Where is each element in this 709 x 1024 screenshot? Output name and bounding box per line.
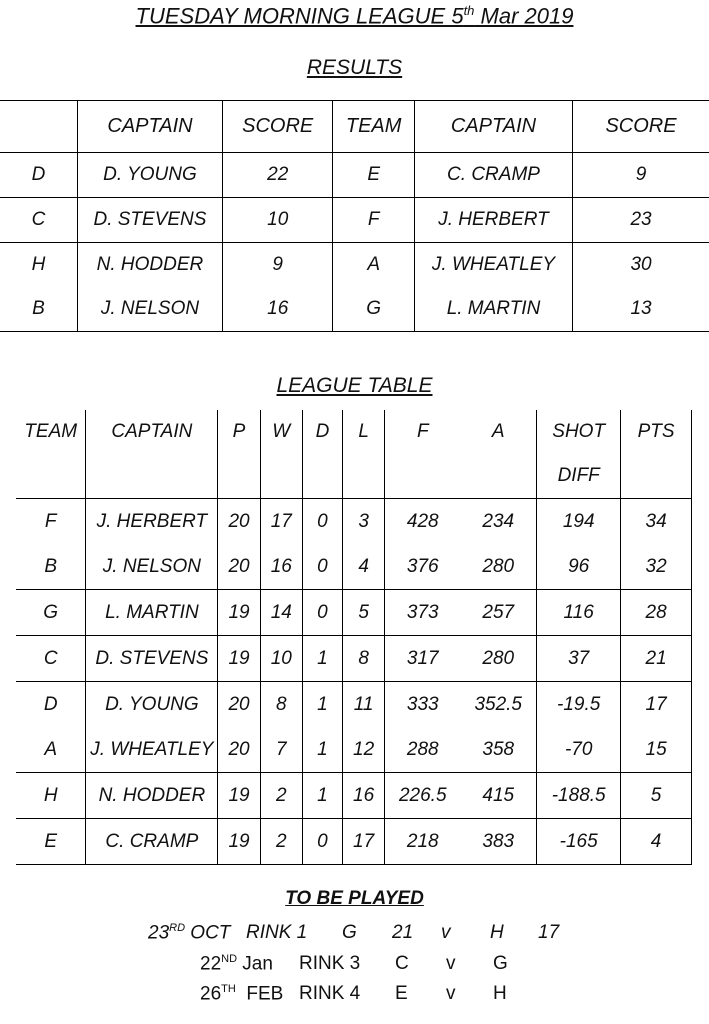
league-row-cell: 20 xyxy=(218,727,260,773)
league-row xyxy=(16,682,692,728)
league-row xyxy=(16,636,692,682)
league-row-cell: 376 xyxy=(385,544,461,590)
fixture-day-suffix: ND xyxy=(221,953,238,965)
league-row-cell: 28 xyxy=(621,590,692,636)
league-row-cell: D. STEVENS xyxy=(86,636,218,682)
fixture-away-score: 17 xyxy=(538,922,560,943)
league-row-cell: 257 xyxy=(460,590,536,636)
league-row-cell: 0 xyxy=(302,499,342,545)
fixture-date xyxy=(148,922,230,944)
league-row-cell: 12 xyxy=(342,727,384,773)
league-row-cell: J. NELSON xyxy=(86,544,218,590)
league-header-row-cell xyxy=(86,454,218,499)
league-row-cell: 5 xyxy=(621,773,692,819)
league-header-row-cell xyxy=(218,454,260,499)
fixture-month: OCT xyxy=(185,922,231,944)
league-row-cell: 352.5 xyxy=(474,693,522,715)
league-table-heading: LEAGUE TABLE xyxy=(276,374,433,397)
league-row-cell: 19 xyxy=(218,819,260,865)
results-cell: H xyxy=(31,254,46,275)
league-row-cell: 17 xyxy=(342,819,384,865)
fixture-versus: v xyxy=(446,953,456,974)
league-row-cell: C xyxy=(16,636,86,682)
league-row-cell: 0 xyxy=(302,544,342,590)
league-row-cell: 37 xyxy=(537,636,621,682)
fixture-row xyxy=(0,953,709,979)
league-row-cell: 1 xyxy=(302,682,342,728)
league-header-row xyxy=(16,454,692,499)
results-cell: 22 xyxy=(223,153,333,198)
league-row-cell: 11 xyxy=(342,682,384,728)
results-cell: A xyxy=(333,243,415,288)
results-cell: 16 xyxy=(223,287,333,332)
fixture-home-team: E xyxy=(395,983,408,1004)
fixture-day: 26 xyxy=(200,983,222,1005)
league-row-cell: 8 xyxy=(342,636,384,682)
league-header-row-cell: P xyxy=(218,410,260,454)
results-header-cell xyxy=(0,101,77,153)
fixture-rink: RINK 4 xyxy=(299,983,361,1004)
results-row xyxy=(0,153,709,198)
to-be-played-heading: TO BE PLAYED xyxy=(285,888,424,909)
results-cell: E xyxy=(333,153,415,198)
league-row-cell: 1 xyxy=(302,636,342,682)
results-table xyxy=(0,100,709,332)
league-row-cell: 218 xyxy=(385,819,461,865)
league-header-row-cell: L xyxy=(342,410,384,454)
results-header-row xyxy=(0,101,709,153)
results-header-cell: SCORE xyxy=(223,101,333,153)
fixture-day: 23 xyxy=(148,922,170,944)
league-header-row-cell: D xyxy=(302,410,342,454)
league-header-row-cell: DIFF xyxy=(537,454,621,499)
league-row-cell: 20 xyxy=(218,499,260,545)
league-row-cell: 333 xyxy=(385,682,461,728)
league-row-cell: 288 xyxy=(385,727,461,773)
league-row-cell: B xyxy=(16,544,86,590)
league-row-cell: 16 xyxy=(342,773,384,819)
league-row-cell: 96 xyxy=(537,544,621,590)
league-row-cell: 280 xyxy=(460,544,536,590)
league-row xyxy=(16,773,692,819)
league-row-cell: -19.5 xyxy=(537,682,621,728)
league-header-row-cell xyxy=(302,454,342,499)
fixture-away-team: H xyxy=(490,922,504,943)
league-row-cell: 317 xyxy=(385,636,461,682)
results-cell: D. STEVENS xyxy=(77,198,222,243)
league-table xyxy=(16,410,692,865)
league-row-cell: 415 xyxy=(460,773,536,819)
league-row-cell: 3 xyxy=(342,499,384,545)
league-row-cell: 0 xyxy=(302,819,342,865)
fixture-home-score: 21 xyxy=(392,922,414,943)
results-cell: D xyxy=(0,153,77,198)
league-header-row-cell: SHOT xyxy=(537,410,621,454)
league-row-cell: 226.5 xyxy=(385,773,461,819)
league-row-cell: N. HODDER xyxy=(86,773,218,819)
fixture-row xyxy=(0,983,709,1009)
fixture-versus: v xyxy=(446,983,456,1004)
fixture-date xyxy=(200,983,283,1005)
league-row-cell: 358 xyxy=(460,727,536,773)
league-header-row-cell: W xyxy=(260,410,302,454)
league-row xyxy=(16,727,692,773)
page-title: TUESDAY MORNING LEAGUE 5th Mar 2019 xyxy=(135,3,574,29)
fixture-away-team: H xyxy=(493,983,507,1004)
league-row-cell: 20 xyxy=(218,544,260,590)
league-row-cell: D. YOUNG xyxy=(86,682,218,728)
fixture-day-suffix: RD xyxy=(169,922,186,934)
fixture-row xyxy=(0,922,709,948)
fixture-month: FEB xyxy=(235,983,284,1005)
results-cell: C xyxy=(0,198,77,243)
results-cell: 23 xyxy=(573,198,709,243)
league-header-row-cell xyxy=(16,454,86,499)
league-header-row-cell: TEAM xyxy=(24,421,78,442)
league-row-cell: 19 xyxy=(218,590,260,636)
league-row-cell: -165 xyxy=(537,819,621,865)
results-row xyxy=(0,198,709,243)
league-row-cell: 116 xyxy=(537,590,621,636)
league-row-cell: 0 xyxy=(302,590,342,636)
league-row-cell: 4 xyxy=(342,544,384,590)
league-row-cell: 20 xyxy=(218,682,260,728)
league-header-row-cell xyxy=(385,454,461,499)
fixture-versus: v xyxy=(441,922,451,943)
league-row xyxy=(16,819,692,865)
league-row-cell: J. HERBERT xyxy=(86,499,218,545)
league-row-cell: 16 xyxy=(260,544,302,590)
results-row xyxy=(0,243,709,288)
results-cell: 9 xyxy=(223,243,333,288)
league-row-cell: 280 xyxy=(460,636,536,682)
fixture-home-team: C xyxy=(395,953,409,974)
results-cell: N. HODDER xyxy=(77,243,222,288)
results-cell: D. YOUNG xyxy=(77,153,222,198)
results-heading: RESULTS xyxy=(306,56,403,79)
league-row-cell: 10 xyxy=(260,636,302,682)
fixture-home-team: G xyxy=(342,922,357,943)
league-row xyxy=(16,590,692,636)
league-row-cell: C. CRAMP xyxy=(86,819,218,865)
fixture-day-suffix: TH xyxy=(221,983,236,995)
league-row-cell: 2 xyxy=(260,773,302,819)
league-row-cell: 19 xyxy=(218,773,260,819)
league-row-cell: 8 xyxy=(260,682,302,728)
league-row-cell: 4 xyxy=(621,819,692,865)
results-row xyxy=(0,287,709,332)
league-row-cell: 234 xyxy=(482,510,515,532)
results-cell: F xyxy=(333,198,415,243)
league-row-cell: 2 xyxy=(260,819,302,865)
results-cell: J. HERBERT xyxy=(414,198,572,243)
league-row-cell: 7 xyxy=(260,727,302,773)
league-row-cell: 194 xyxy=(537,499,621,545)
results-header-cell: CAPTAIN xyxy=(414,101,572,153)
league-header-row-cell: PTS xyxy=(621,410,692,454)
league-row xyxy=(16,499,692,545)
league-header-row-cell: CAPTAIN xyxy=(86,410,218,454)
league-row-cell: 17 xyxy=(621,682,692,728)
league-row-cell: 383 xyxy=(460,819,536,865)
league-row-cell: 1 xyxy=(302,773,342,819)
results-header-cell: TEAM xyxy=(333,101,415,153)
results-cell: J. NELSON xyxy=(77,287,222,332)
league-row-cell: F xyxy=(44,510,57,532)
league-header-row-cell xyxy=(460,454,536,499)
league-header-row-cell: F xyxy=(385,410,461,454)
league-row-cell: 1 xyxy=(302,727,342,773)
league-header-row-cell xyxy=(621,454,692,499)
results-cell: G xyxy=(333,287,415,332)
league-row-cell: -188.5 xyxy=(537,773,621,819)
results-cell: 13 xyxy=(573,287,709,332)
league-row-cell: 428 xyxy=(385,499,461,545)
results-cell: 30 xyxy=(573,243,709,288)
league-row-cell: 5 xyxy=(342,590,384,636)
league-row-cell: 34 xyxy=(621,499,692,545)
league-header-row-cell xyxy=(260,454,302,499)
league-row-cell: 32 xyxy=(621,544,692,590)
league-row-cell: A xyxy=(16,727,86,773)
results-cell: 9 xyxy=(573,153,709,198)
fixture-rink: RINK 1 xyxy=(246,922,308,943)
results-cell: C. CRAMP xyxy=(414,153,572,198)
league-row-cell: 14 xyxy=(260,590,302,636)
league-header-row-cell xyxy=(342,454,384,499)
league-row-cell: J. WHEATLEY xyxy=(86,727,218,773)
league-row-cell: 19 xyxy=(218,636,260,682)
fixture-away-team: G xyxy=(493,953,508,974)
league-row-cell: E xyxy=(16,819,86,865)
league-row-cell: L. MARTIN xyxy=(86,590,218,636)
results-header-cell: SCORE xyxy=(573,101,709,153)
fixture-rink: RINK 3 xyxy=(299,953,361,974)
league-header-row xyxy=(16,410,692,454)
league-row-cell: G xyxy=(16,590,86,636)
fixture-month: Jan xyxy=(237,953,273,975)
fixture-date xyxy=(200,953,273,975)
league-row-cell: 15 xyxy=(621,727,692,773)
league-row-cell: -70 xyxy=(537,727,621,773)
fixture-day: 22 xyxy=(200,953,222,975)
league-row-cell: 373 xyxy=(385,590,461,636)
league-header-row-cell: A xyxy=(491,421,505,442)
league-row-cell: H xyxy=(16,773,86,819)
league-row-cell: 21 xyxy=(621,636,692,682)
league-row xyxy=(16,544,692,590)
results-cell: B xyxy=(32,298,45,319)
league-row-cell: D xyxy=(43,693,58,715)
league-row-cell: 17 xyxy=(260,499,302,545)
results-cell: 10 xyxy=(223,198,333,243)
results-cell: L. MARTIN xyxy=(414,287,572,332)
results-cell: J. WHEATLEY xyxy=(414,243,572,288)
results-header-cell: CAPTAIN xyxy=(77,101,222,153)
